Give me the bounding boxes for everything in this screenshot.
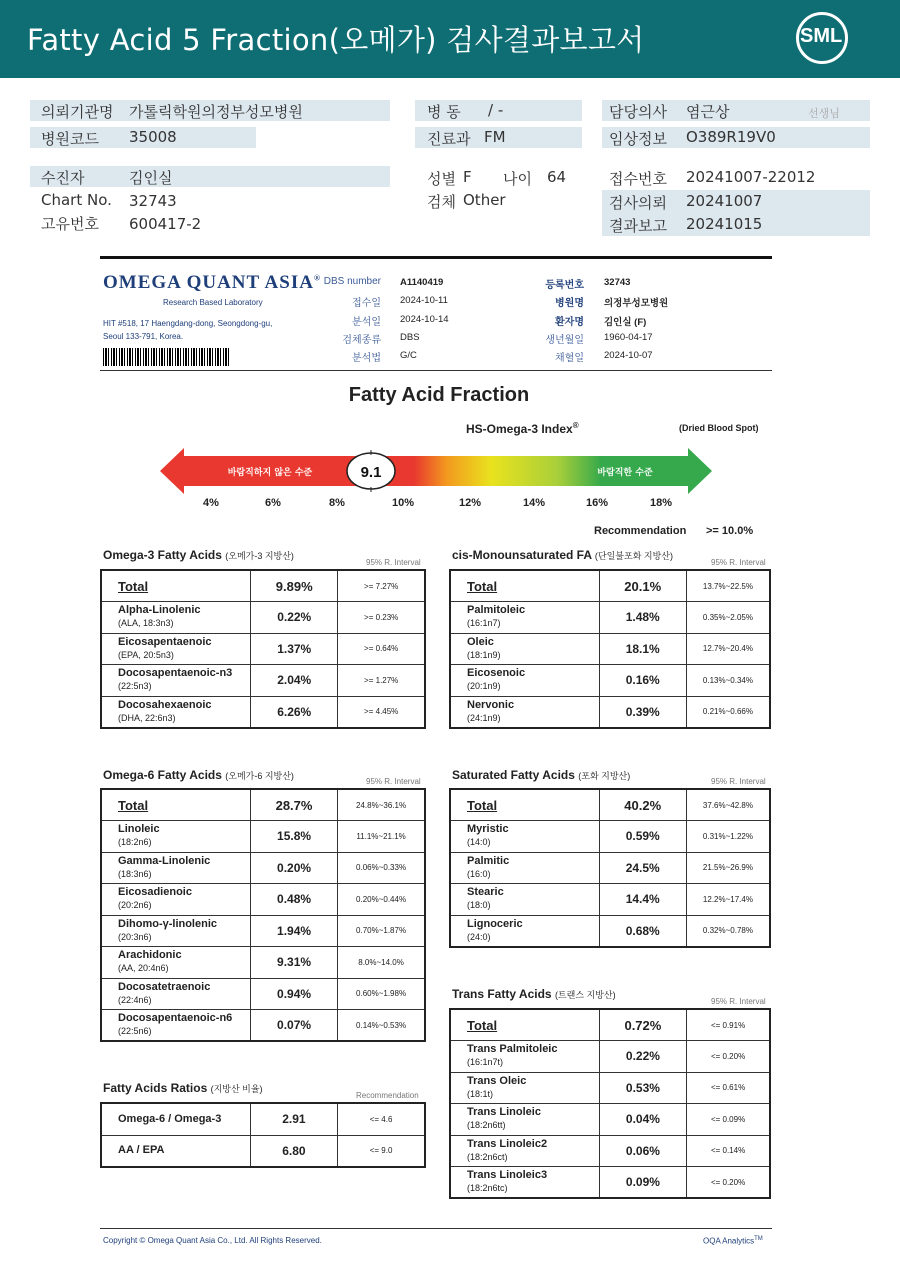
dbs-label: DBS number [323,276,381,287]
table-row [450,696,770,728]
row-value: 15.8% [250,821,337,853]
row-range: >= 4.45% [338,696,425,728]
table-row [101,1103,425,1135]
row-range: <= 9.0 [338,1135,425,1167]
table-row [101,602,425,634]
row-value: 2.91 [250,1103,337,1135]
oqa-address: HIT #518, 17 Haengdang-dong, Seongdong-gu, Seoul 133-791, Korea. [103,319,273,341]
row-name: Total [450,789,599,821]
table-row [101,1135,425,1167]
hospital-code-value: 35008 [129,128,177,146]
row-value: 9.89% [251,570,338,602]
row-value: 18.1% [599,633,686,665]
uid-label: 고유번호 [41,215,99,233]
row-range: >= 0.23% [338,602,425,634]
row-name: Eicosenoic (20:1n9) [450,665,599,697]
scale-tick-label: 16% [585,497,609,509]
table-row [101,696,425,728]
clinical-value: O389R19V0 [686,128,776,146]
row-name: Palmitic (16:0) [450,852,599,884]
table-row [450,1135,770,1167]
row-range: 11.1%~21.1% [338,821,425,853]
row-range: 0.60%~1.98% [338,978,425,1010]
saturated-ri-label: 95% R. Interval [711,777,766,786]
row-name: Total [450,1009,599,1041]
recv-value: 2024-10-11 [400,295,448,306]
ratios-title: Fatty Acids Ratios (지방산 비율) [103,1081,263,1095]
row-range: >= 7.27% [338,570,425,602]
spec-label: 검체종류 [342,335,381,346]
row-value: 0.59% [599,821,686,853]
row-value: 28.7% [250,789,337,821]
specimen-value: Other [463,191,506,209]
chart-value: 32743 [129,192,177,210]
cis-ri-label: 95% R. Interval [711,558,766,567]
ratios-table [100,1102,426,1168]
row-range: 0.21%~0.66% [686,696,770,728]
pat-label: 환자명 [555,317,584,328]
institution-value: 가톨릭학원의정부성모병원 [129,103,303,121]
row-name: Trans Palmitoleic (16:1n7t) [450,1041,599,1073]
row-range: 13.7%~22.5% [686,570,770,602]
method-label: 분석법 [352,353,381,364]
row-range: 37.6%~42.8% [686,789,770,821]
trans-ri-label: 95% R. Interval [711,997,766,1006]
row-range: <= 0.20% [687,1041,770,1073]
row-value: 0.22% [251,602,338,634]
row-value: 0.09% [599,1167,686,1199]
index-title: HS-Omega-3 Index® [466,421,579,436]
table-row [450,1167,770,1199]
receipt-value: 20241007-22012 [686,168,816,186]
row-range: 12.2%~17.4% [686,884,770,916]
report-value: 20241015 [686,215,763,233]
table-row [450,1104,770,1136]
trans-title: Trans Fatty Acids (트랜스 지방산) [452,987,616,1001]
footer-copyright: Copyright © Omega Quant Asia Co., Ltd. All Rights Reserved. [103,1236,322,1245]
row-value: 6.26% [251,696,338,728]
table-row [450,570,770,602]
row-value: 0.07% [250,1010,337,1042]
patient-label: 수진자 [41,169,85,187]
dept-value: FM [484,128,506,146]
row-value: 0.04% [599,1104,686,1136]
table-row [450,665,770,697]
draw-label: 채혈일 [555,353,584,364]
trans-table [449,1008,771,1199]
institution-label: 의뢰기관명 [41,103,114,121]
row-name: Trans Linoleic2 (18:2n6ct) [450,1135,599,1167]
gauge-good-label: 바람직한 수준 [597,468,653,478]
row-value: 0.20% [250,852,337,884]
age-label: 나이 [503,170,532,188]
row-range: 21.5%~26.9% [686,852,770,884]
specimen-label: 검체 [427,193,456,211]
row-name: Docosapentaenoic-n6 (22:5n6) [101,1010,250,1042]
uid-value: 600417-2 [129,215,202,233]
row-value: 0.53% [599,1072,686,1104]
table-row [101,915,425,947]
hosp-label: 병원명 [555,298,584,309]
hosp-value: 의정부성모병원 [604,298,669,309]
ward-label: 병 동 [427,103,461,121]
table-row [450,1072,770,1104]
spec-value: DBS [400,332,420,343]
row-name: Docosapentaenoic-n3 (22:5n3) [101,665,251,697]
row-range: <= 0.14% [687,1135,770,1167]
row-range: 8.0%~14.0% [338,947,425,979]
scale-tick-label: 18% [649,497,673,509]
row-value: 0.48% [250,884,337,916]
row-value: 9.31% [250,947,337,979]
omega6-table [100,788,426,1042]
scale-tick-label: 14% [522,497,546,509]
table-row [101,789,425,821]
row-value: 1.37% [251,633,338,665]
reg-label: 등록번호 [545,280,584,291]
cis-title: cis-Monounsaturated FA (단일불포화 지방산) [452,548,673,562]
row-name: Docosahexaenoic (DHA, 22:6n3) [101,696,251,728]
omega-index-gauge [160,440,720,500]
row-value: 1.48% [599,602,686,634]
gauge-bad-label: 바람직하지 않은 수준 [227,468,313,478]
doctor-suffix: 선생님 [808,107,840,120]
row-value: 0.06% [599,1135,686,1167]
scale-tick-label: 10% [391,497,415,509]
ward-value: / - [488,101,504,119]
row-range: <= 4.6 [338,1103,425,1135]
draw-value: 2024-10-07 [604,350,653,361]
scale-tick-label: 4% [203,497,219,509]
row-name: Arachidonic (AA, 20:4n6) [101,947,250,979]
table-row [450,884,770,916]
table-row [450,789,770,821]
row-name: Eicosapentaenoic (EPA, 20:5n3) [101,633,251,665]
row-value: 24.5% [599,852,686,884]
row-value: 0.39% [599,696,686,728]
table-row [450,821,770,853]
saturated-title: Saturated Fatty Acids (포화 지방산) [452,768,631,782]
table-row [101,978,425,1010]
saturated-table [449,788,771,948]
row-value: 14.4% [599,884,686,916]
row-name: Linoleic (18:2n6) [101,821,250,853]
table-row [450,602,770,634]
sex-value: F [463,168,472,186]
row-name: Nervonic (24:1n9) [450,696,599,728]
dob-label: 생년월일 [545,335,584,346]
omega6-ri-label: 95% R. Interval [366,777,421,786]
row-name: Omega-6 / Omega-3 [101,1103,250,1135]
report-title: Fatty Acid 5 Fraction(오메가) 검사결과보고서 [27,23,645,57]
row-value: 0.22% [599,1041,686,1073]
table-row [450,1009,770,1041]
age-value: 64 [547,168,567,186]
pat-value: 김인실 (F) [604,317,647,328]
row-name: Trans Linoleic (18:2n6tt) [450,1104,599,1136]
scale-tick-label: 8% [329,497,345,509]
dbs-value: A1140419 [400,277,444,288]
method-value: G/C [400,350,417,361]
scale-tick-label: 6% [265,497,281,509]
clinical-label: 임상정보 [609,130,667,148]
row-name: Gamma-Linolenic (18:3n6) [101,852,250,884]
table-row [101,884,425,916]
report-label: 결과보고 [609,217,667,235]
row-range: 0.06%~0.33% [338,852,425,884]
fraction-title: Fatty Acid Fraction [348,384,530,406]
row-value: 6.80 [250,1135,337,1167]
request-value: 20241007 [686,192,763,210]
row-name: Docosatetraenoic (22:4n6) [101,978,250,1010]
row-name: Oleic (18:1n9) [450,633,599,665]
dept-label: 진료과 [427,130,471,148]
oqa-top-rule [100,256,772,259]
row-range: 0.13%~0.34% [686,665,770,697]
table-row [101,1010,425,1042]
row-value: 40.2% [599,789,686,821]
footer-analytics: OQA Analytics™ [703,1236,763,1246]
reg-value: 32743 [604,277,631,288]
table-row [101,852,425,884]
row-name: Palmitoleic (16:1n7) [450,602,599,634]
oqa-logo: OMEGA QUANT ASIA® [103,272,321,293]
row-range: 0.31%~1.22% [686,821,770,853]
anal-value: 2024-10-14 [400,314,449,325]
row-name: Eicosadienoic (20:2n6) [101,884,250,916]
ratios-rec-label: Recommendation [356,1091,419,1100]
row-range: 0.32%~0.78% [686,915,770,947]
table-row [101,821,425,853]
row-name: Total [101,789,250,821]
omega6-title: Omega-6 Fatty Acids (오메가-6 지방산) [103,768,294,782]
dob-value: 1960-04-17 [604,332,653,343]
hospital-code-label: 병원코드 [41,130,99,148]
row-name: Total [101,570,251,602]
row-value: 1.94% [250,915,337,947]
row-range: 0.14%~0.53% [338,1010,425,1042]
row-range: 0.35%~2.05% [686,602,770,634]
oqa-subtitle: Research Based Laboratory [163,298,263,307]
table-row [450,915,770,947]
omega3-title: Omega-3 Fatty Acids (오메가-3 지방산) [103,548,294,562]
row-value: 20.1% [599,570,686,602]
cis-table [449,569,771,729]
scale-tick-label: 12% [458,497,482,509]
anal-label: 분석일 [352,317,381,328]
row-name: AA / EPA [101,1135,250,1167]
oqa-bottom-rule [100,370,772,371]
gauge-value: 9.1 [360,464,382,481]
table-row [101,570,425,602]
sex-label: 성별 [427,170,456,188]
omega3-ri-label: 95% R. Interval [366,558,421,567]
row-name: Trans Oleic (18:1t) [450,1072,599,1104]
row-name: Myristic (14:0) [450,821,599,853]
receipt-label: 접수번호 [609,170,667,188]
row-value: 2.04% [251,665,338,697]
table-row [101,947,425,979]
row-value: 0.68% [599,915,686,947]
doctor-value: 염근상 [686,103,730,121]
row-range: 0.70%~1.87% [338,915,425,947]
footer-rule [100,1228,772,1229]
row-name: Trans Linoleic3 (18:2n6tc) [450,1167,599,1199]
row-value: 0.72% [599,1009,686,1041]
patient-value: 김인실 [129,169,173,187]
rec-value: >= 10.0% [706,525,754,537]
rec-label: Recommendation [594,525,687,537]
table-row [101,633,425,665]
dried-label: (Dried Blood Spot) [679,423,759,433]
row-range: <= 0.09% [687,1104,770,1136]
sml-logo-text: SML [800,25,843,47]
row-name: Dihomo-γ-linolenic (20:3n6) [101,915,250,947]
row-name: Lignoceric (24:0) [450,915,599,947]
table-row [101,665,425,697]
omega3-table [100,569,426,729]
doctor-label: 담당의사 [609,103,667,121]
row-range: >= 1.27% [338,665,425,697]
request-label: 검사의뢰 [609,194,667,212]
row-name: Stearic (18:0) [450,884,599,916]
table-row [450,1041,770,1073]
table-row [450,852,770,884]
row-name: Alpha-Linolenic (ALA, 18:3n3) [101,602,251,634]
recv-label: 접수일 [352,298,381,309]
barcode-icon [103,348,229,366]
row-name: Total [450,570,599,602]
row-value: 0.94% [250,978,337,1010]
row-range: <= 0.61% [687,1072,770,1104]
row-range: <= 0.20% [687,1167,770,1199]
row-range: 0.20%~0.44% [338,884,425,916]
row-range: 24.8%~36.1% [338,789,425,821]
table-row [450,633,770,665]
row-range: <= 0.91% [687,1009,770,1041]
chart-label: Chart No. [41,191,112,209]
row-range: >= 0.64% [338,633,425,665]
row-value: 0.16% [599,665,686,697]
row-range: 12.7%~20.4% [686,633,770,665]
